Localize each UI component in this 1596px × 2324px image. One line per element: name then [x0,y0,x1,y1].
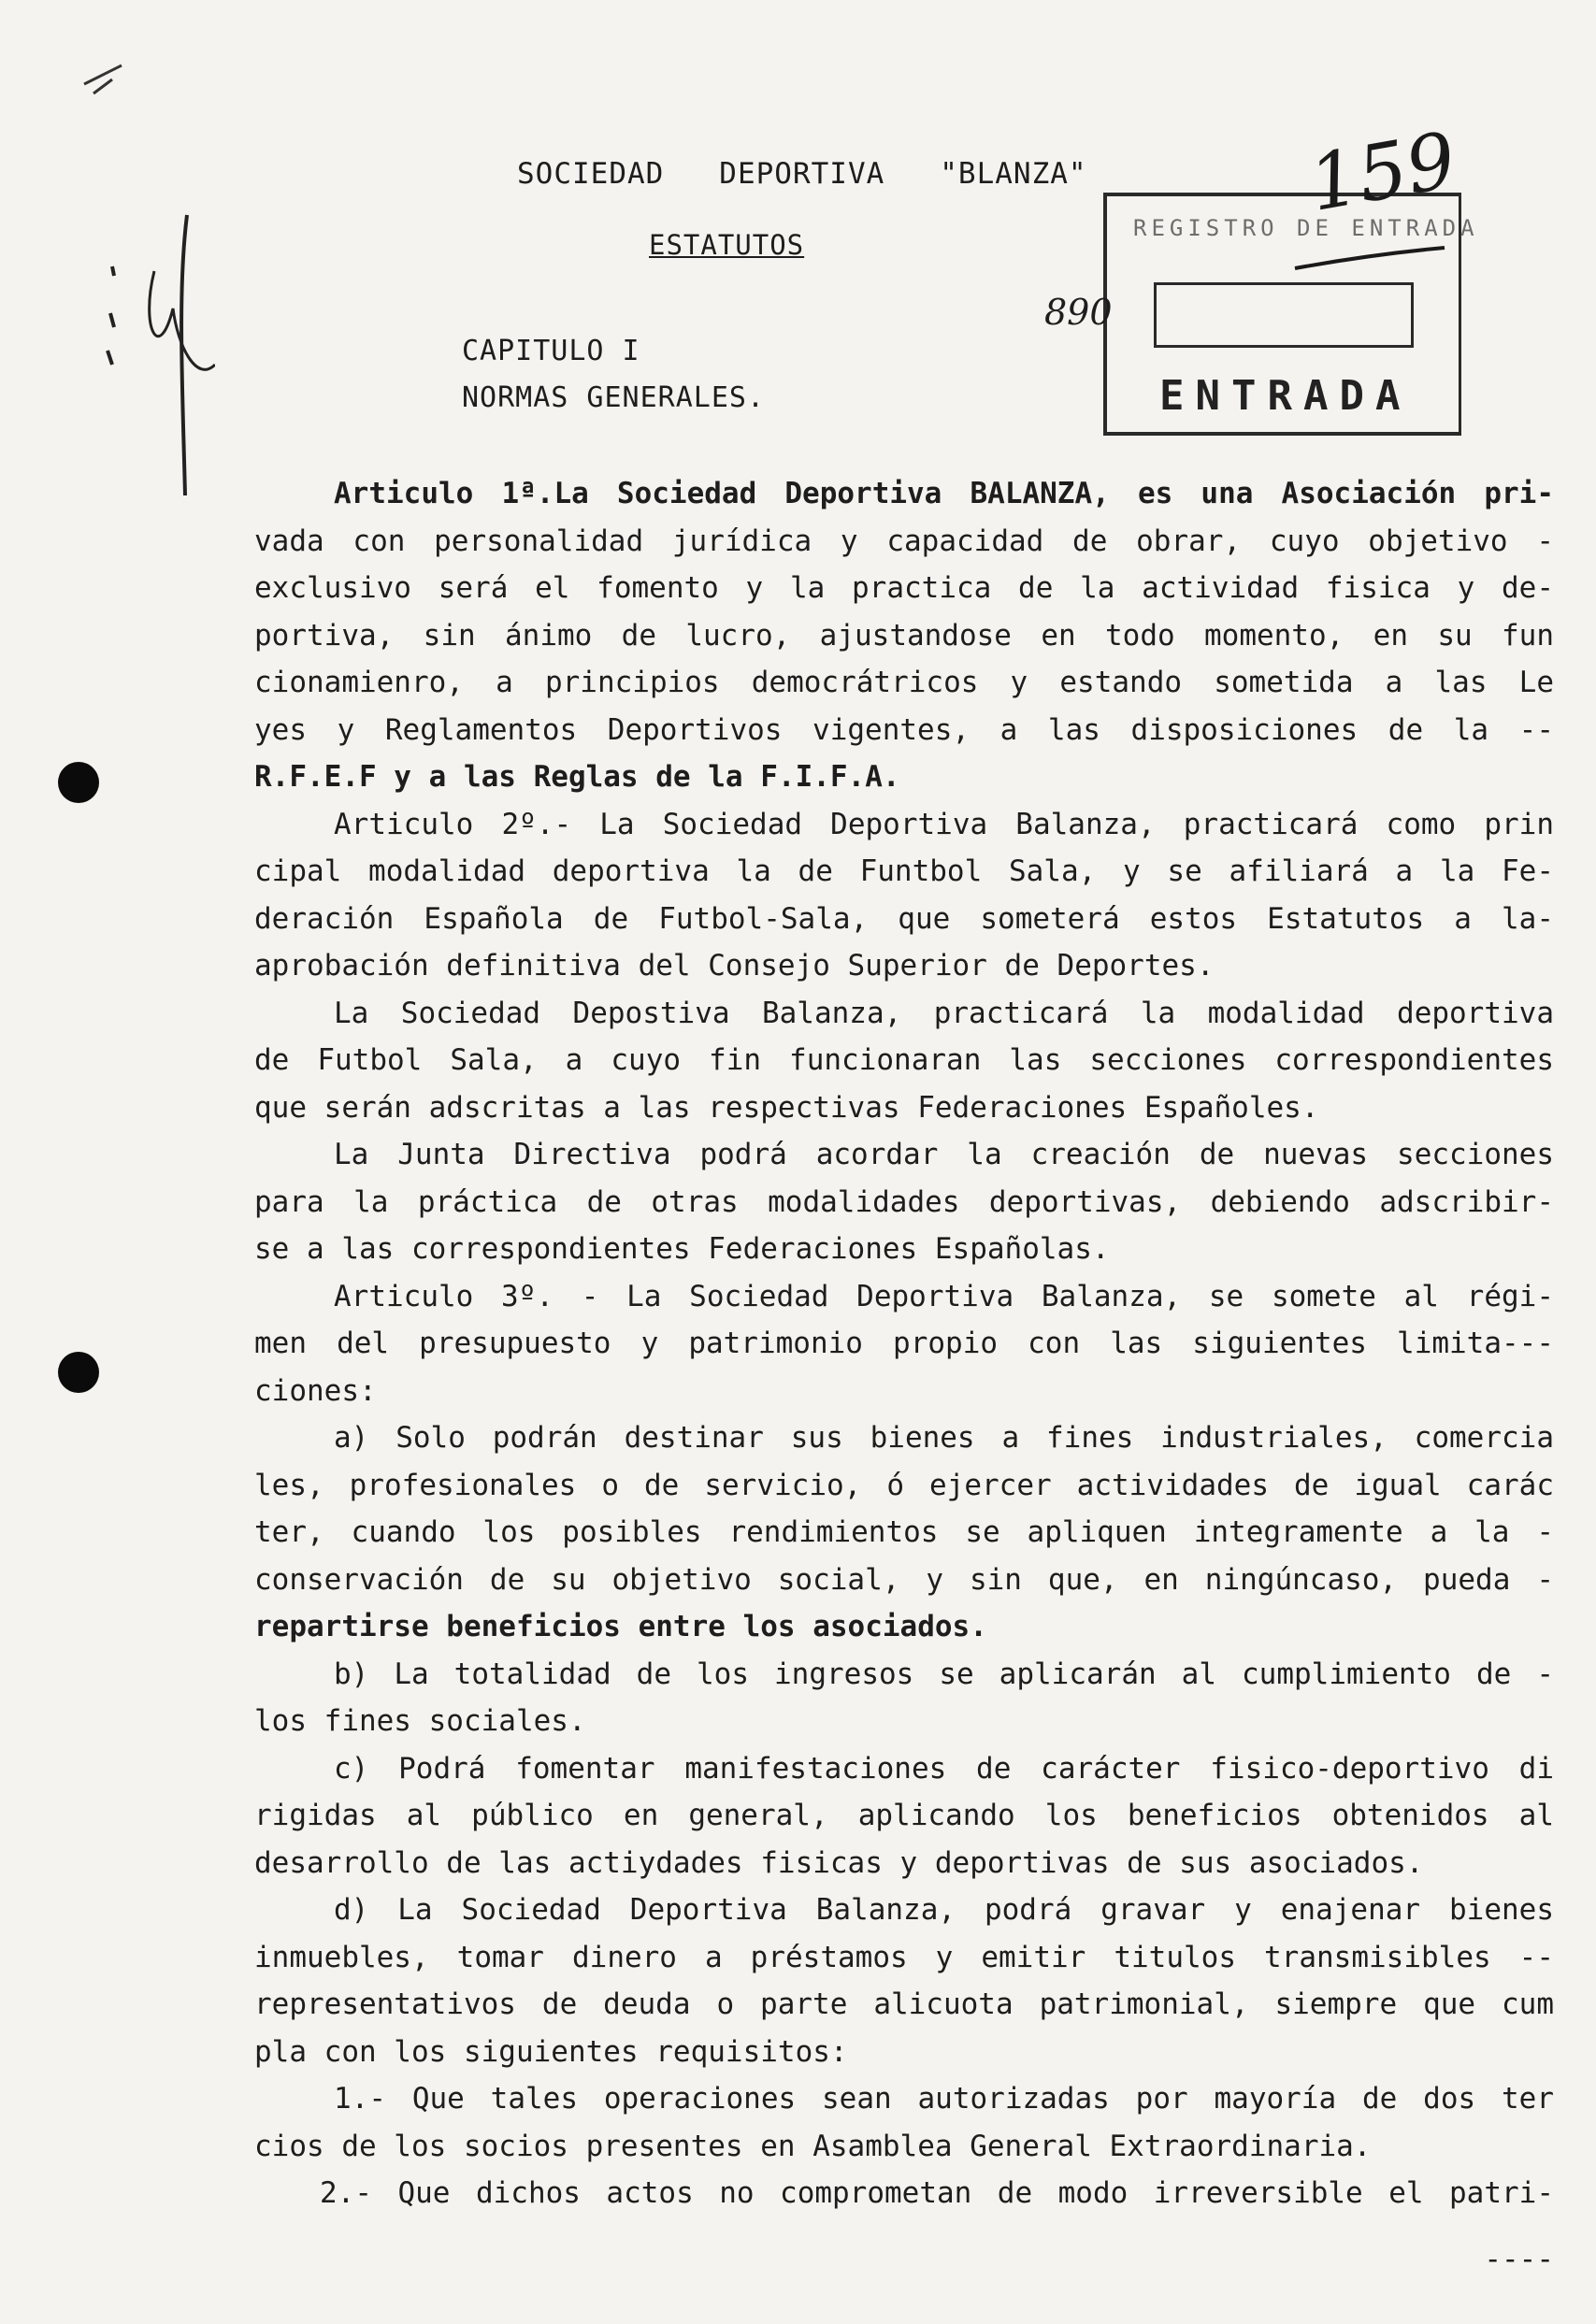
text-line: de Futbol Sala, a cuyo fin funcionaran las secciones correspondientes [254,1043,1554,1077]
text-line: se a las correspondientes Federaciones Españolas. [254,1232,1110,1266]
text-line: pla con los siguientes requisitos: [254,2034,848,2069]
text-line: R.F.E.F y a las Reglas de la F.I.F.A. [254,760,900,794]
handwritten-number: 159 [1302,116,1463,229]
text-line: aprobación definitiva del Consejo Superior de Deportes. [254,949,1215,983]
text-line: 2.- Que dichos actos no comprometan de modo irreversible el patri- [320,2176,1554,2210]
text-line: los fines sociales. [254,1704,586,1738]
punch-hole [58,762,99,803]
text-line: c) Podrá fomentar manifestaciones de carácter fisico-deportivo di [334,1751,1554,1786]
text-line: portiva, sin ánimo de lucro, ajustandose en todo momento, en su fun [254,618,1554,653]
stamp-faded-text: REGISTRO DE ENTRADA [1133,215,1479,241]
text-line: deración Española de Futbol-Sala, que someterá estos Estatutos a la- [254,901,1554,936]
chapter-title: NORMAS GENERALES. [462,381,766,414]
text-line: inmuebles, tomar dinero a préstamos y emitir titulos transmisibles -- [254,1940,1554,1974]
text-line: vada con personalidad jurídica y capacidad de obrar, cuyo objetivo - [254,524,1554,558]
handwritten-underline [1290,245,1449,273]
text-line: d) La Sociedad Deportiva Balanza, podrá gravar y enajenar bienes [334,1893,1554,1927]
text-line: cios de los socios presentes en Asamblea General Extraordinaria. [254,2129,1372,2163]
text-line: repartirse beneficios entre los asociados. [254,1610,987,1643]
text-line: cipal modalidad deportiva la de Funtbol Sala, y se afiliará a la Fe- [254,854,1554,888]
text-line: a) Solo podrán destinar sus bienes a fines industriales, comercia [334,1421,1554,1455]
text-line: La Sociedad Depostiva Balanza, practicará la modalidad deportiva [334,996,1554,1030]
text-line: Articulo 3º. - La Sociedad Deportiva Balanza, se somete al régi- [334,1279,1554,1313]
text-line: Articulo 1ª.La Sociedad Deportiva BALANZA, es una Asociación pri- [334,477,1554,510]
text-line: conservación de su objetivo social, y sin que, en ningúncaso, pueda - [254,1562,1554,1597]
text-line: La Junta Directiva podrá acordar la creación de nuevas secciones [334,1138,1554,1171]
text-line: Articulo 2º.- La Sociedad Deportiva Balanza, practicará como prin [334,807,1554,841]
margin-handwriting [65,28,215,514]
text-line: desarrollo de las actiydades fisicas y deportivas de sus asociados. [254,1845,1424,1880]
stamp-label: ENTRADA [1159,372,1412,420]
punch-hole [58,1352,99,1393]
document-body [254,470,1554,2217]
text-line: exclusivo será el fomento y la practica de la actividad fisica y de- [254,571,1554,605]
text-line: yes y Reglamentos Deportivos vigentes, a las disposiciones de la -- [254,712,1554,747]
estatutos-heading: ESTATUTOS [649,229,805,261]
text-line: ciones: [254,1373,377,1408]
text-line: ter, cuando los posibles rendimientos se apliquen integramente a la - [254,1515,1554,1549]
handwritten-small-number: 890 [1044,292,1113,333]
stamp-date-box [1154,282,1414,348]
text-line: para la práctica de otras modalidades deportivas, debiendo adscribir- [254,1184,1554,1219]
entry-stamp [1103,193,1479,436]
continuation-mark: ---- [1484,2243,1554,2276]
text-line: les, profesionales o de servicio, ó ejercer actividades de igual carác [254,1468,1554,1502]
text-line: 1.- Que tales operaciones sean autorizadas por mayoría de dos ter [334,2082,1554,2116]
text-line: que serán adscritas a las respectivas Federaciones Españoles. [254,1090,1319,1125]
chapter-heading: CAPITULO I [462,335,640,367]
society-heading: SOCIEDAD DEPORTIVA "BLANZA" [517,157,1087,191]
text-line: representativos de deuda o parte alicuota patrimonial, siempre que cum [254,1987,1554,2021]
text-line: rigidas al público en general, aplicando los beneficios obtenidos al [254,1799,1554,1832]
text-line: cionamienro, a principios democrátricos y estando sometida a las Le [254,666,1554,699]
text-line: men del presupuesto y patrimonio propio con las siguientes limita--- [254,1327,1554,1360]
text-line: b) La totalidad de los ingresos se aplicarán al cumplimiento de - [334,1657,1554,1691]
